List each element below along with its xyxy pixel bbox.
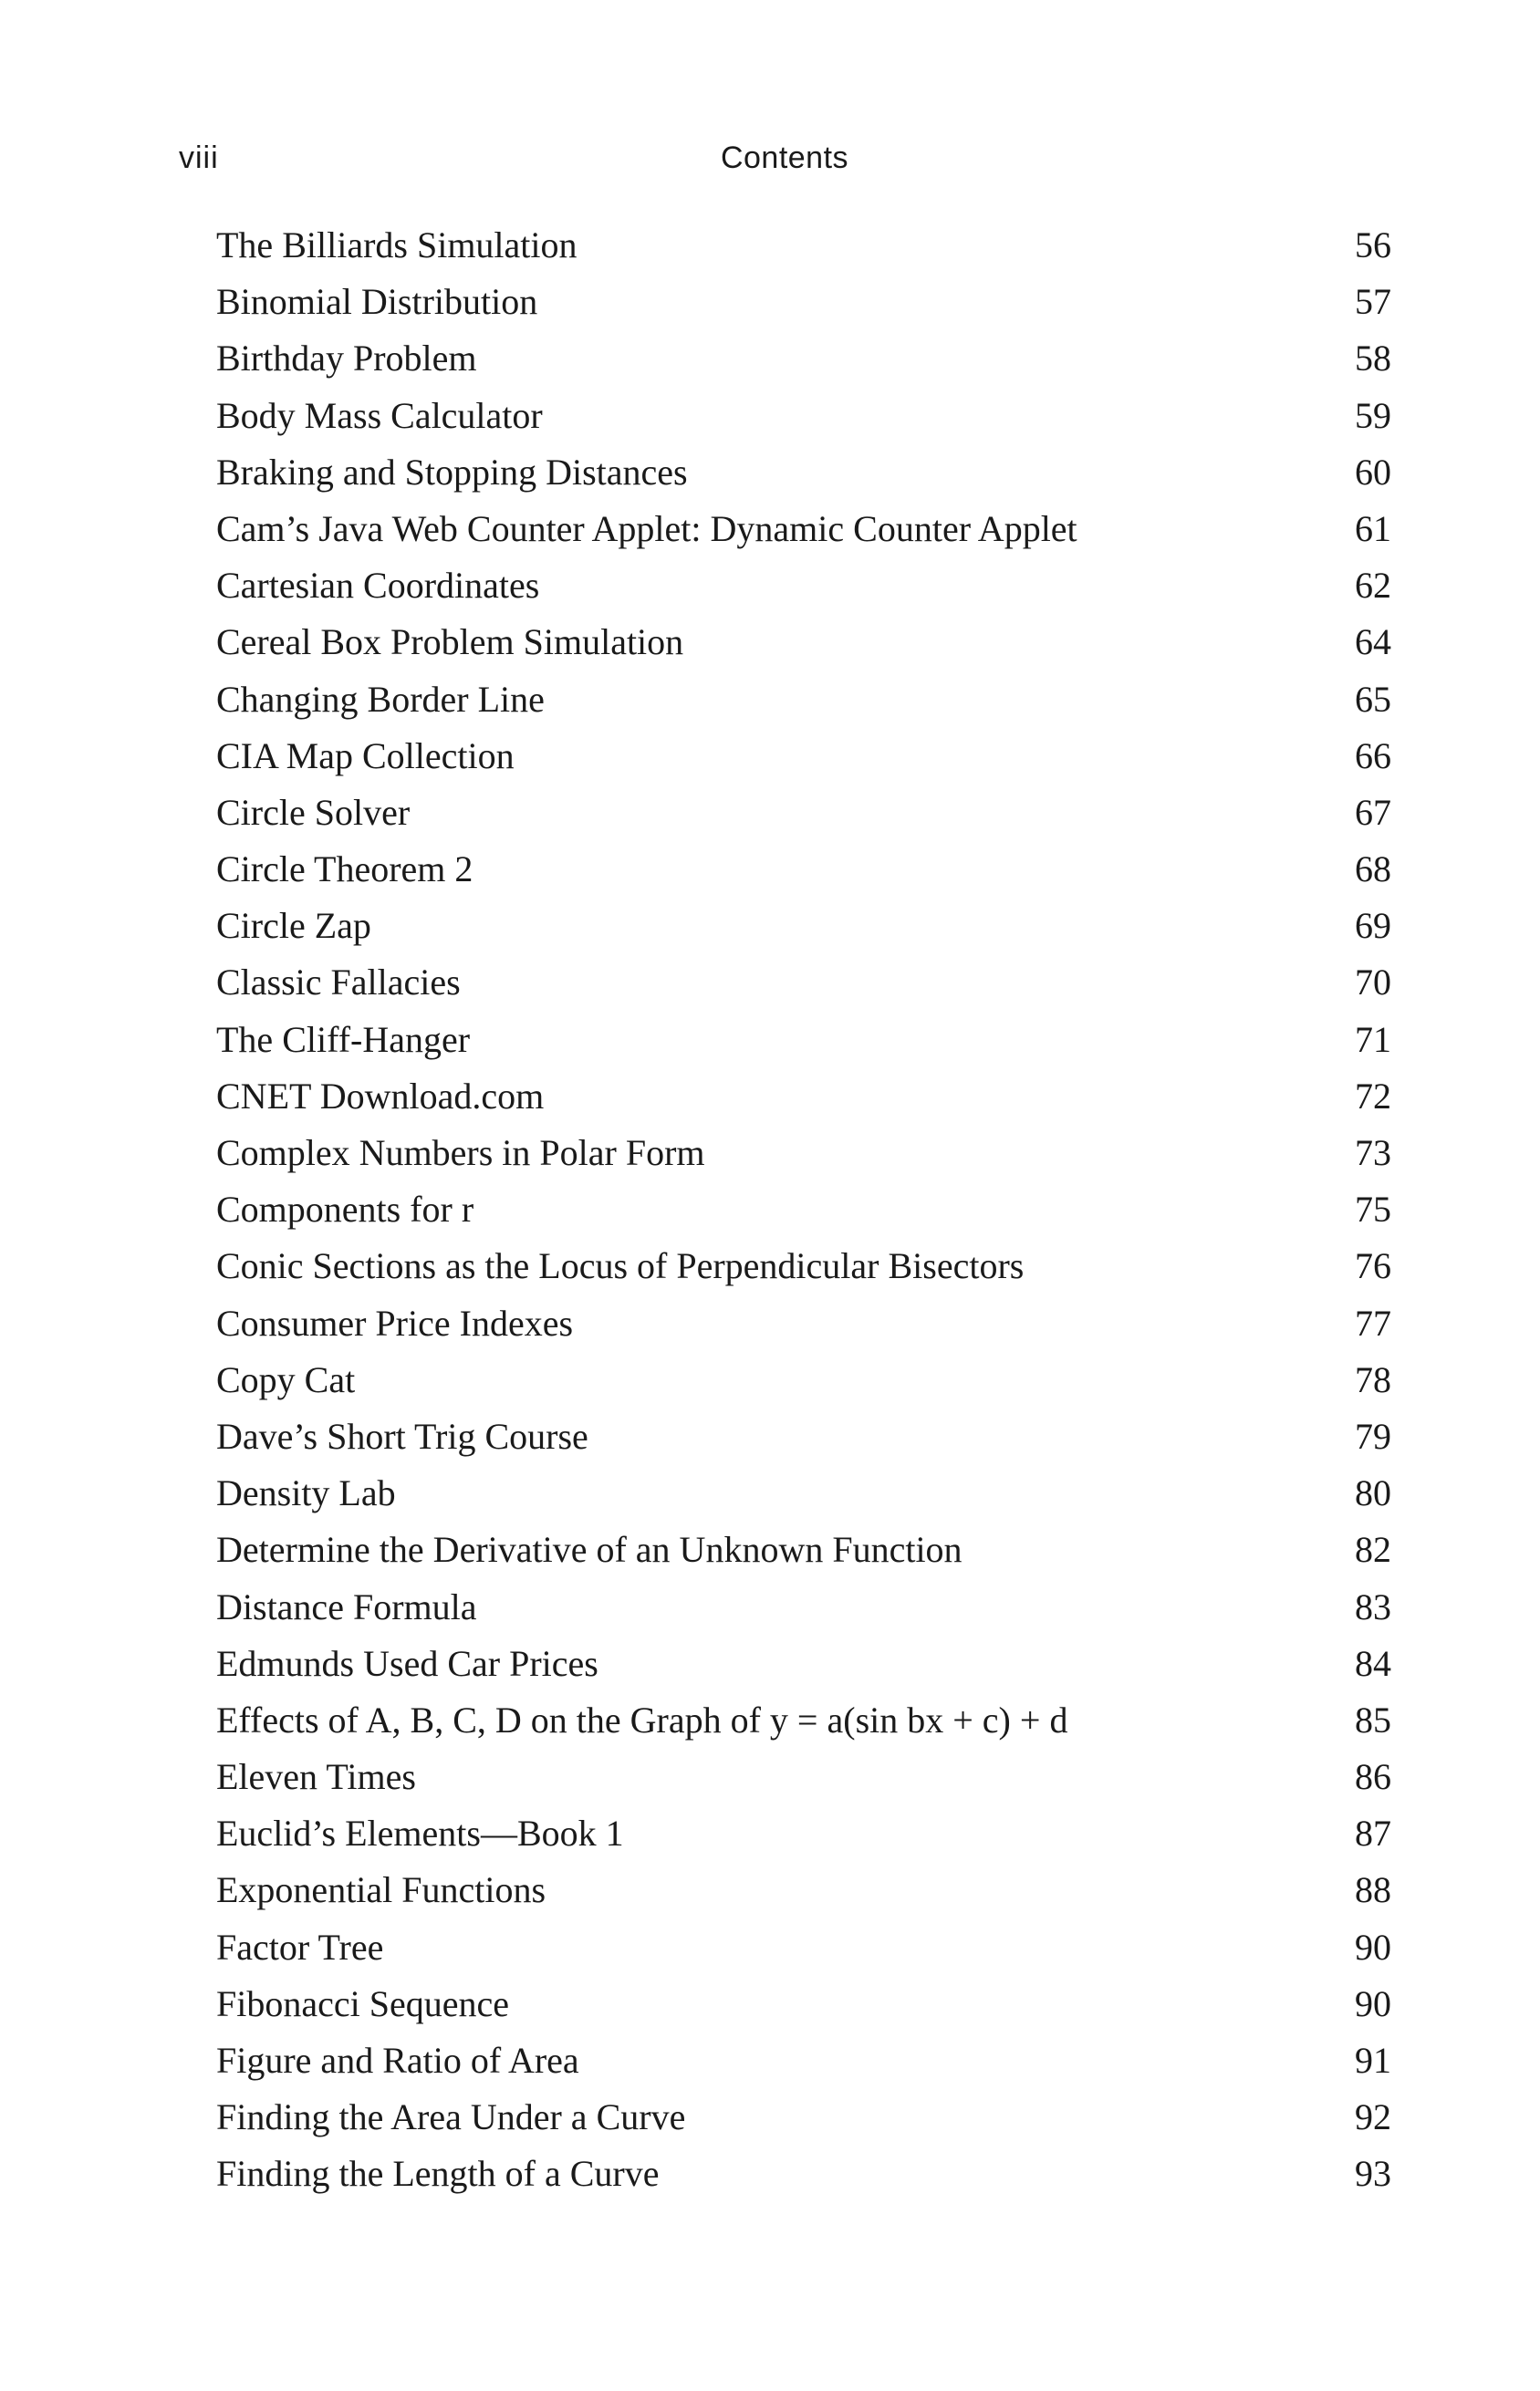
toc-entry xyxy=(216,841,1391,898)
toc-entry-page: 79 xyxy=(1355,1415,1391,1457)
toc-entry xyxy=(216,217,1391,274)
toc-entry-page: 60 xyxy=(1355,451,1391,493)
toc-entry-page: 64 xyxy=(1355,621,1391,663)
toc-entry-title: Distance Formula xyxy=(216,1585,477,1627)
toc-entry xyxy=(216,1409,1391,1465)
toc-entry-title: Braking and Stopping Distances xyxy=(216,451,688,493)
toc-entry-title: The Billiards Simulation xyxy=(216,224,578,265)
toc-entry xyxy=(216,614,1391,671)
page-header xyxy=(0,135,1540,181)
toc-entry xyxy=(216,728,1391,785)
toc-entry-title: Birthday Problem xyxy=(216,338,477,379)
toc-entry xyxy=(216,1579,1391,1636)
toc-entry-title: Copy Cat xyxy=(216,1358,356,1400)
toc-entry-page: 75 xyxy=(1355,1189,1391,1231)
toc-entry xyxy=(216,1125,1391,1181)
toc-entry-title: Edmunds Used Car Prices xyxy=(216,1642,598,1684)
toc-entry-page: 91 xyxy=(1355,2040,1391,2081)
toc-entry-title: Finding the Area Under a Curve xyxy=(216,2096,686,2138)
toc-entry-title: Circle Theorem 2 xyxy=(216,848,473,890)
toc-entry-page: 83 xyxy=(1355,1585,1391,1627)
toc-entry-title: Circle Solver xyxy=(216,791,411,833)
toc-entry-title: The Cliff-Hanger xyxy=(216,1018,471,1060)
toc-entry xyxy=(216,330,1391,387)
toc-entry-page: 82 xyxy=(1355,1529,1391,1571)
toc-entry xyxy=(216,785,1391,841)
toc-entry xyxy=(216,954,1391,1011)
toc-entry-title: Classic Fallacies xyxy=(216,962,461,1003)
toc-entry xyxy=(216,274,1391,330)
toc-entry xyxy=(216,1465,1391,1522)
toc-entry xyxy=(216,444,1391,501)
toc-entry xyxy=(216,2089,1391,2146)
toc-entry xyxy=(216,1749,1391,1805)
toc-entry-title: Changing Border Line xyxy=(216,678,545,720)
toc-entry xyxy=(216,1181,1391,1238)
toc-entry xyxy=(216,2146,1391,2202)
toc-entry-title: Fibonacci Sequence xyxy=(216,1982,509,2024)
toc-entry-page: 56 xyxy=(1355,224,1391,265)
toc-entry-page: 77 xyxy=(1355,1302,1391,1344)
toc-entry-page: 58 xyxy=(1355,338,1391,379)
toc-entry-title: Density Lab xyxy=(216,1472,396,1514)
toc-entry-page: 66 xyxy=(1355,734,1391,776)
toc-entry xyxy=(216,1636,1391,1692)
toc-entry-title: Figure and Ratio of Area xyxy=(216,2040,579,2081)
toc-entry-title: Conic Sections as the Locus of Perpendicular Bisectors xyxy=(216,1245,1025,1287)
toc-entry-page: 78 xyxy=(1355,1358,1391,1400)
toc-entry xyxy=(216,898,1391,954)
running-head: Contents xyxy=(720,140,849,175)
toc-entry-title: Circle Zap xyxy=(216,905,371,947)
toc-entry xyxy=(216,1522,1391,1578)
toc-entry xyxy=(216,1919,1391,1976)
toc-entry-title: Effects of A, B, C, D on the Graph of y = a(sin bx + c) + d xyxy=(216,1699,1068,1741)
page-number: viii xyxy=(179,140,219,175)
toc-entry-title: Eleven Times xyxy=(216,1756,416,1798)
toc-entry xyxy=(216,1805,1391,1862)
toc-entry xyxy=(216,1692,1391,1749)
toc-entry-page: 88 xyxy=(1355,1869,1391,1911)
toc-entry xyxy=(216,388,1391,444)
toc-entry-title: Euclid’s Elements—Book 1 xyxy=(216,1813,624,1855)
toc-entry-page: 68 xyxy=(1355,848,1391,890)
toc-entry-page: 70 xyxy=(1355,962,1391,1003)
toc-entry-title: Factor Tree xyxy=(216,1926,384,1968)
toc-entry xyxy=(216,1238,1391,1294)
toc-entry-page: 65 xyxy=(1355,678,1391,720)
toc-entry-title: Cereal Box Problem Simulation xyxy=(216,621,684,663)
toc-entry-title: Cartesian Coordinates xyxy=(216,565,540,607)
toc-entry xyxy=(216,1012,1391,1068)
toc-entry-title: Finding the Length of a Curve xyxy=(216,2153,660,2195)
toc-entry xyxy=(216,557,1391,614)
toc-entry-title: Dave’s Short Trig Course xyxy=(216,1415,588,1457)
toc-entry-title: Determine the Derivative of an Unknown Function xyxy=(216,1529,962,1571)
toc-entry-page: 59 xyxy=(1355,394,1391,436)
toc-list xyxy=(216,217,1391,2203)
toc-entry-title: Cam’s Java Web Counter Applet: Dynamic Counter Applet xyxy=(216,507,1077,549)
toc-entry-page: 67 xyxy=(1355,791,1391,833)
toc-entry xyxy=(216,1295,1391,1352)
toc-entry xyxy=(216,1068,1391,1125)
toc-entry-page: 73 xyxy=(1355,1132,1391,1173)
toc-entry-title: Components for r xyxy=(216,1189,474,1231)
toc-entry-page: 90 xyxy=(1355,1926,1391,1968)
toc-entry-page: 87 xyxy=(1355,1813,1391,1855)
toc-entry xyxy=(216,1352,1391,1409)
toc-entry-page: 90 xyxy=(1355,1982,1391,2024)
toc-entry-page: 72 xyxy=(1355,1075,1391,1117)
toc-entry-page: 71 xyxy=(1355,1018,1391,1060)
toc-entry-page: 62 xyxy=(1355,565,1391,607)
toc-entry-title: Body Mass Calculator xyxy=(216,394,543,436)
toc-entry xyxy=(216,501,1391,557)
toc-entry-page: 85 xyxy=(1355,1699,1391,1741)
toc-entry-page: 80 xyxy=(1355,1472,1391,1514)
toc-entry-page: 86 xyxy=(1355,1756,1391,1798)
toc-entry-page: 84 xyxy=(1355,1642,1391,1684)
toc-entry-page: 92 xyxy=(1355,2096,1391,2138)
toc-entry xyxy=(216,1976,1391,2032)
toc-entry xyxy=(216,1862,1391,1918)
toc-entry-title: Exponential Functions xyxy=(216,1869,546,1911)
toc-entry xyxy=(216,2032,1391,2089)
toc-entry-title: CIA Map Collection xyxy=(216,734,515,776)
toc-entry xyxy=(216,671,1391,728)
toc-entry-title: Binomial Distribution xyxy=(216,281,538,323)
toc-entry-page: 69 xyxy=(1355,905,1391,947)
toc-entry-page: 76 xyxy=(1355,1245,1391,1287)
toc-entry-page: 61 xyxy=(1355,507,1391,549)
toc-entry-title: CNET Download.com xyxy=(216,1075,545,1117)
toc-entry-title: Complex Numbers in Polar Form xyxy=(216,1132,705,1173)
toc-entry-title: Consumer Price Indexes xyxy=(216,1302,574,1344)
toc-entry-page: 57 xyxy=(1355,281,1391,323)
toc-entry-page: 93 xyxy=(1355,2153,1391,2195)
